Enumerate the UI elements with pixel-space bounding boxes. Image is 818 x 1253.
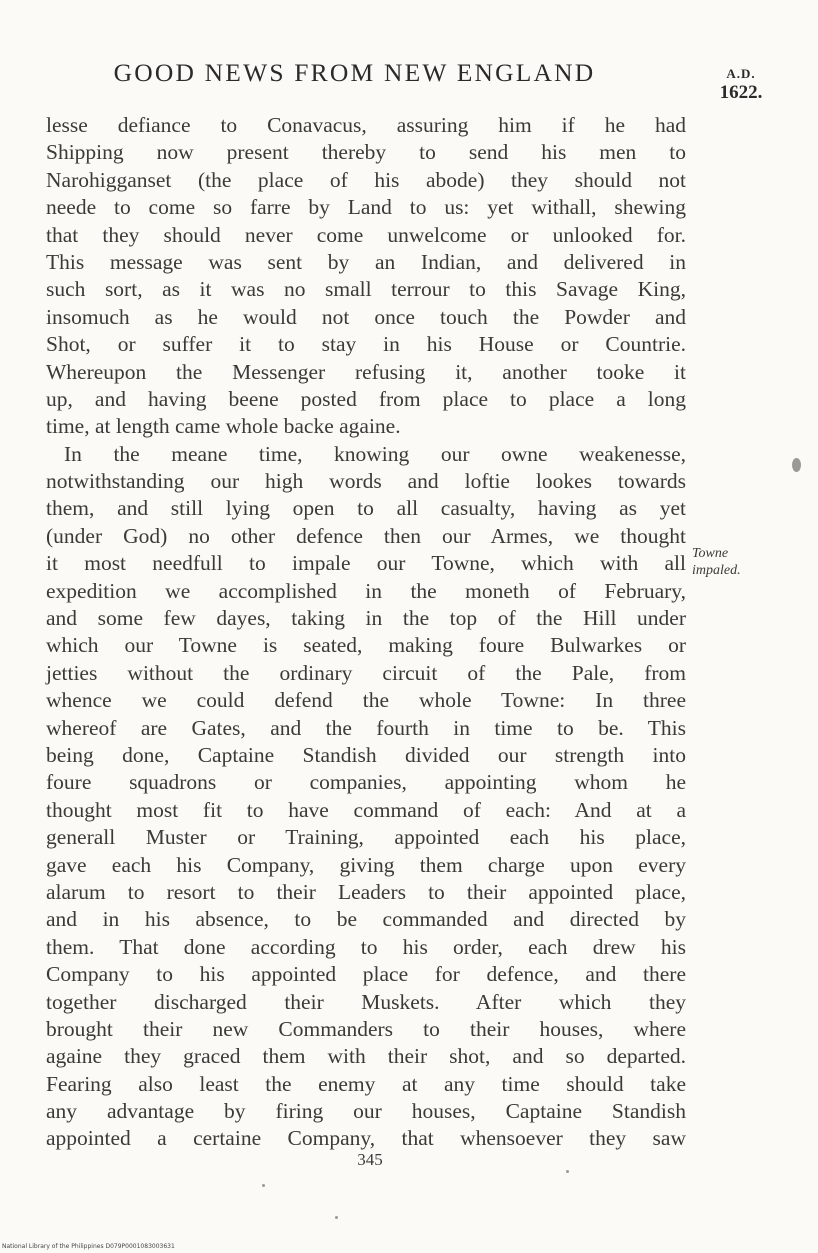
paper-speck [566,1170,569,1173]
text-line: Narohigganset (the place of his abode) they should not [46,167,686,192]
text-line: Shot, or suffer it to stay in his House or Countrie. [46,332,686,357]
margin-date-year: 1622. [719,82,763,103]
text-line: Company to his appointed place for defence, and there [46,962,686,987]
page-number: 345 [357,1150,383,1169]
body-text [46,112,686,1153]
text-line: them, and still lying open to all casualty, having as yet [46,496,686,521]
text-line: foure squadrons or companies, appointing whom he [46,770,686,795]
text-line: notwithstanding our high words and loftie lookes towards [46,469,686,494]
text-line: whereof are Gates, and the fourth in time to be. This [46,715,686,740]
footer-credit: National Library of the Philippines D079P0001083003631 [2,1243,175,1250]
sidenote-line: Towne [692,546,729,561]
text-line: Fearing also least the enemy at any time should take [46,1071,686,1096]
text-line: any advantage by firing our houses, Captaine Standish [46,1099,686,1124]
sidenote-line: impaled. [692,563,741,578]
text-line: brought their new Commanders to their houses, where [46,1016,686,1041]
text-line: time, at length came whole backe againe. [46,414,401,439]
paper-speck [792,458,801,472]
text-line: and some few dayes, taking in the top of the Hill under [46,606,686,631]
text-line: This message was sent by an Indian, and delivered in [46,249,686,274]
text-line: insomuch as he would not once touch the Powder and [46,304,686,329]
margin-sidenote [692,545,772,579]
text-line: lesse defiance to Conavacus, assuring him if he had [46,113,686,137]
text-line: againe they graced them with their shot, and so departed. [46,1044,686,1069]
text-line: being done, Captaine Standish divided our strength into [46,742,686,767]
text-line: whence we could defend the whole Towne: In three [46,688,686,713]
running-header-title: GOOD NEWS FROM NEW ENGLAND [113,58,596,87]
text-line: thought most fit to have command of each: And at a [46,797,686,822]
text-line: In the meane time, knowing our owne weakenesse, [64,441,686,466]
text-line: gave each his Company, giving them charge upon every [46,852,686,877]
margin-date-label: A.D. [726,66,756,81]
text-line: such sort, as it was no small terrour to this Savage King, [46,277,686,302]
text-line: appointed a certaine Company, that whensoever they saw [46,1126,686,1151]
text-line: neede to come so farre by Land to us: yet withall, shewing [46,195,686,220]
text-line: jetties without the ordinary circuit of the Pale, from [46,660,686,685]
text-line: Shipping now present thereby to send his men to [46,140,686,165]
text-line: it most needfull to impale our Towne, which with all [46,551,686,576]
text-line: Whereupon the Messenger refusing it, another tooke it [46,359,686,384]
text-line: expedition we accomplished in the moneth of February, [46,578,686,603]
text-line: generall Muster or Training, appointed each his place, [46,825,686,850]
paper-speck [335,1216,338,1219]
margin-date [706,66,776,104]
text-line: and in his absence, to be commanded and directed by [46,907,686,932]
text-line: them. That done according to his order, each drew his [46,934,686,959]
text-line: together discharged their Muskets. After which they [46,989,686,1014]
text-line: up, and having beene posted from place to place a long [46,386,686,411]
text-line: that they should never come unwelcome or unlooked for. [46,222,686,247]
text-line: which our Towne is seated, making foure Bulwarkes or [46,633,686,658]
text-line: (under God) no other defence then our Armes, we thought [46,523,686,548]
text-line: alarum to resort to their Leaders to their appointed place, [46,879,686,904]
paper-speck [262,1184,265,1187]
